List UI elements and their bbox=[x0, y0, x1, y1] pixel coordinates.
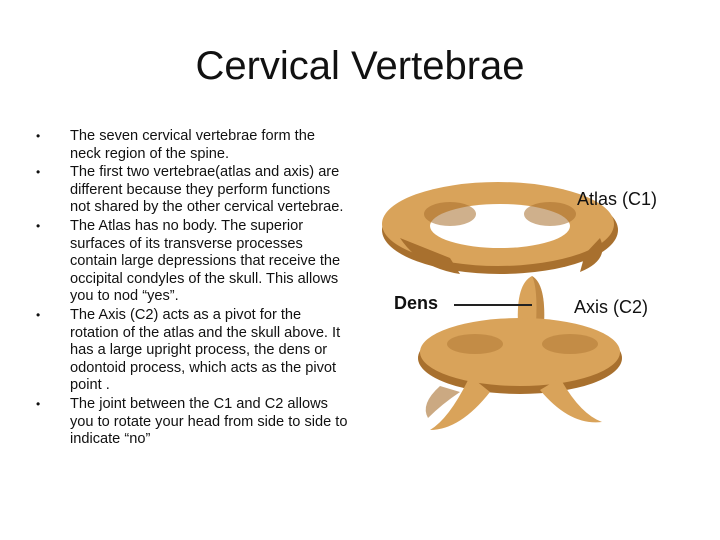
dens-pointer-line bbox=[454, 304, 532, 306]
bullet-item bbox=[36, 128, 348, 163]
bullet-text: The first two vertebrae(atlas and axis) are different because they perform functions not shared by the other cervical vertebrae. bbox=[70, 164, 344, 216]
dens-label: Dens bbox=[394, 293, 439, 313]
bullet-text: The Axis (C2) acts as a pivot for the rotation of the atlas and the skull above. It has a large upright process, the dens or odontoid process, which acts as the pivot point . bbox=[70, 306, 341, 394]
slide-title: Cervical Vertebrae bbox=[195, 44, 525, 88]
vertebrae-figure bbox=[380, 168, 710, 458]
bullet-dot: • bbox=[36, 165, 41, 180]
bullet-text: The Atlas has no body. The superior surfaces of its transverse processes contain large depressions that receive the occipital condyles of the skull. This allows you to nod “yes”. bbox=[70, 217, 341, 305]
bullet-dot: • bbox=[36, 218, 41, 233]
bullet-item bbox=[36, 396, 348, 449]
bullet-text: The joint between the C1 and C2 allows you to rotate your head from side to side to indicate “no” bbox=[70, 395, 348, 448]
bullet-text: The seven cervical vertebrae form the neck region of the spine. bbox=[70, 128, 315, 162]
bullet-item bbox=[36, 218, 348, 306]
bullet-list bbox=[36, 128, 348, 450]
bullet-item bbox=[36, 164, 348, 217]
bullet-dot: • bbox=[36, 307, 41, 322]
atlas-label: Atlas (C1) bbox=[577, 189, 658, 209]
axis-label: Axis (C2) bbox=[574, 297, 649, 317]
bullet-dot: • bbox=[36, 396, 41, 411]
bullet-dot: • bbox=[36, 129, 41, 143]
bullet-item bbox=[36, 307, 348, 395]
